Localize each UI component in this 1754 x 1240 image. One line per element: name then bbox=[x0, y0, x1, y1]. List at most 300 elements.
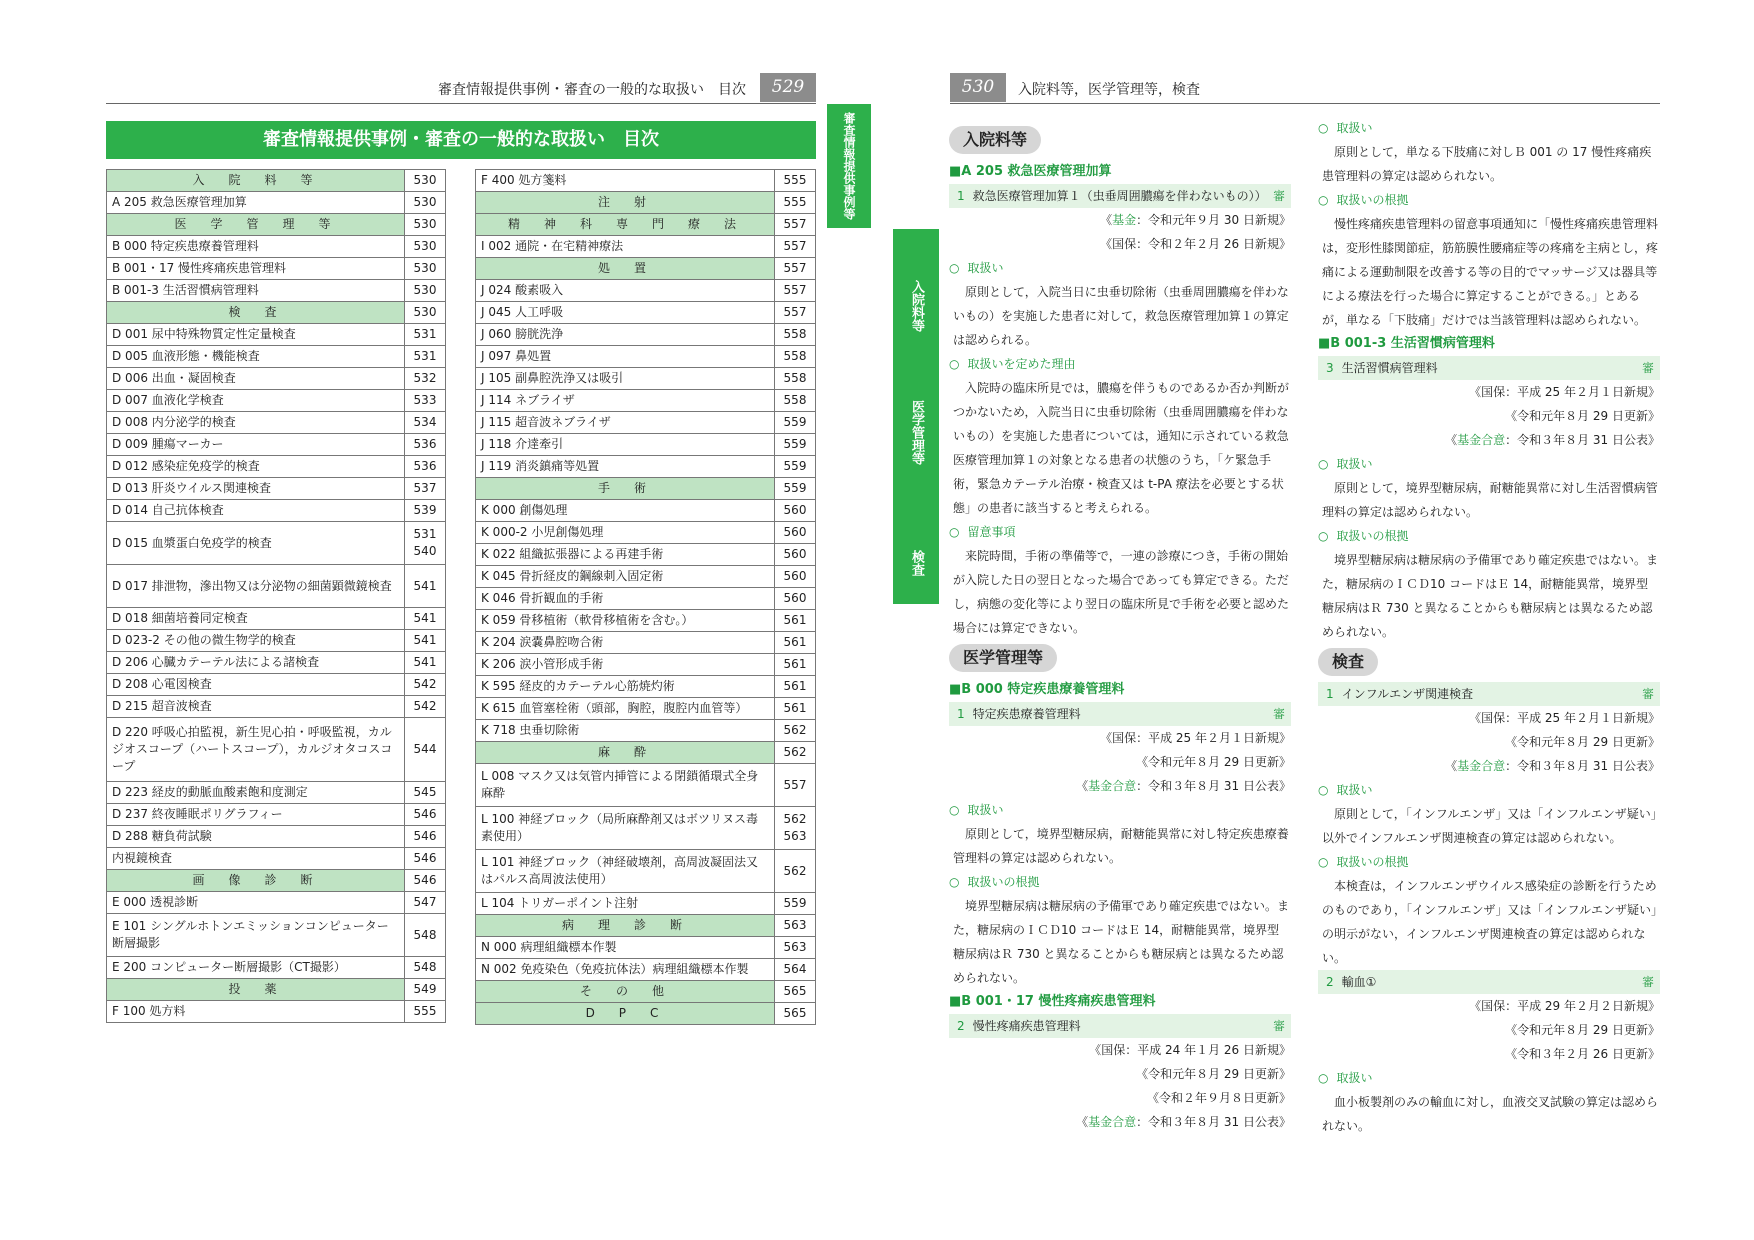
ref-open: 《 bbox=[1136, 755, 1149, 769]
toc-row bbox=[107, 434, 446, 456]
toc-table-left bbox=[106, 169, 446, 1023]
ref-open: 《 bbox=[1089, 1043, 1102, 1057]
reference-line bbox=[1318, 706, 1660, 730]
toc-page: 542 bbox=[405, 674, 446, 696]
case-number: 1 bbox=[957, 707, 965, 721]
toc-label: K 022 組織拡張器による再建手術 bbox=[476, 544, 775, 566]
toc-page: 559 bbox=[775, 412, 816, 434]
ref-open: 《 bbox=[1445, 433, 1458, 447]
toc-page: 561 bbox=[775, 698, 816, 720]
toc-page: 541 bbox=[405, 630, 446, 652]
toc-label: K 718 虫垂切除術 bbox=[476, 720, 775, 742]
toc-page: 559 bbox=[775, 434, 816, 456]
toc-row bbox=[107, 412, 446, 434]
toc-row bbox=[107, 192, 446, 214]
ref-open: 《 bbox=[1076, 779, 1089, 793]
toc-label: D 223 経皮的動脈血酸素飽和度測定 bbox=[107, 782, 405, 804]
ref-text: 令和２年９月８日更新》 bbox=[1158, 1091, 1291, 1105]
toc-page: 559 bbox=[775, 893, 816, 915]
toc-label: E 200 コンピューター断層撮影（CT撮影） bbox=[107, 957, 405, 979]
toc-label: D 208 心電図検査 bbox=[107, 674, 405, 696]
toc-page: 557 bbox=[775, 764, 816, 807]
toc-row bbox=[107, 652, 446, 674]
toc-page: 558 bbox=[775, 390, 816, 412]
ref-text: 国保：平成 25 年２月１日新規》 bbox=[1112, 731, 1291, 745]
paragraph: 原則として，単なる下肢痛に対しＢ 001 の 17 慢性疼痛疾患管理料の算定は認められない。 bbox=[1322, 145, 1652, 183]
toc-page: 558 bbox=[775, 346, 816, 368]
toc-label: 入 院 料 等 bbox=[107, 170, 405, 192]
toc-label: D 220 呼吸心拍監視，新生児心拍・呼吸監視，カルジオスコープ（ハートスコープ），カルジオタコスコープ bbox=[107, 718, 405, 782]
ref-open: 《 bbox=[1146, 1091, 1159, 1105]
paragraph: 本検査は，インフルエンザウイルス感染症の診断を行うためのものであり，「インフルエンザ」又は「インフルエンザ疑い」の明示がない，インフルエンザ関連検査の算定は認められない。 bbox=[1322, 879, 1658, 965]
toc-page: 557 bbox=[775, 214, 816, 236]
subheading: ○ 取扱い bbox=[949, 798, 1291, 822]
reference-line bbox=[949, 750, 1291, 774]
case-title: 生活習慣病管理料 bbox=[1341, 361, 1438, 375]
reference-line bbox=[949, 208, 1291, 232]
toc-row bbox=[107, 478, 446, 500]
section-heading: 検査 bbox=[1318, 648, 1378, 676]
toc-label: 投 薬 bbox=[107, 979, 405, 1001]
toc-label: D 014 自己抗体検査 bbox=[107, 500, 405, 522]
toc-row bbox=[476, 346, 816, 368]
toc-label: N 000 病理組織標本作製 bbox=[476, 937, 775, 959]
toc-page: 541 bbox=[405, 608, 446, 630]
reference-line bbox=[949, 232, 1291, 256]
toc-label: F 100 処方料 bbox=[107, 1001, 405, 1023]
toc-label: D 206 心臓カテーテル法による諸検査 bbox=[107, 652, 405, 674]
case-number: 2 bbox=[957, 1019, 965, 1033]
paragraph: 原則として，入院当日に虫垂切除術（虫垂周囲膿瘍を伴わないもの）を実施した患者に対して，救急医療管理加算１の算定は認められる。 bbox=[953, 285, 1289, 347]
toc-label: K 059 骨移植術（軟骨移植術を含む。） bbox=[476, 610, 775, 632]
toc-label: E 000 透視診断 bbox=[107, 892, 405, 914]
toc-label: L 101 神経ブロック（神経破壊剤，高周波凝固法又はパルス高周波法使用） bbox=[476, 850, 775, 893]
toc-label: J 105 副鼻腔洗浄又は吸引 bbox=[476, 368, 775, 390]
ref-open: 《 bbox=[1469, 999, 1482, 1013]
toc-row bbox=[107, 236, 446, 258]
toc-row bbox=[476, 959, 816, 981]
subheading: ○ 取扱い bbox=[949, 256, 1291, 280]
toc-page: 558 bbox=[775, 324, 816, 346]
toc-section-row bbox=[476, 192, 816, 214]
ref-open: 《 bbox=[1505, 1023, 1518, 1037]
toc-label: D 017 排泄物，滲出物又は分泌物の細菌顕微鏡検査 bbox=[107, 565, 405, 608]
toc-row bbox=[476, 807, 816, 850]
toc-page: 561 bbox=[775, 654, 816, 676]
toc-label: B 001・17 慢性疼痛疾患管理料 bbox=[107, 258, 405, 280]
toc-page: 542 bbox=[405, 696, 446, 718]
ref-text: 国保：平成 24 年１月 26 日新規》 bbox=[1101, 1043, 1291, 1057]
toc-label: D 237 終夜睡眠ポリグラフィー bbox=[107, 804, 405, 826]
toc-section-row bbox=[476, 1003, 816, 1025]
ref-text: 国保：平成 25 年２月１日新規》 bbox=[1481, 711, 1660, 725]
case-title-bar bbox=[949, 702, 1291, 726]
toc-page: 530 bbox=[405, 214, 446, 236]
paragraph: 原則として，境界型糖尿病，耐糖能異常に対し特定疾患療養管理料の算定は認められない。 bbox=[953, 827, 1289, 865]
ref-text: 令和元年８月 29 日更新》 bbox=[1148, 1067, 1291, 1081]
toc-row bbox=[107, 500, 446, 522]
toc-page: 560 bbox=[775, 522, 816, 544]
toc-section-row bbox=[107, 170, 446, 192]
toc-page: 558 bbox=[775, 368, 816, 390]
toc-section-row bbox=[107, 214, 446, 236]
review-flag: 審 bbox=[1641, 687, 1654, 701]
toc-label: 処 置 bbox=[476, 258, 775, 280]
toc-page: 541 bbox=[405, 652, 446, 674]
toc-page: 531 bbox=[405, 324, 446, 346]
reference-line bbox=[949, 1086, 1291, 1110]
toc-row bbox=[107, 368, 446, 390]
case-number: 2 bbox=[1326, 975, 1334, 989]
toc-page: 530 bbox=[405, 192, 446, 214]
toc-row bbox=[107, 914, 446, 957]
toc-label: K 615 血管塞栓術（頭部，胸腔，腹腔内血管等） bbox=[476, 698, 775, 720]
ref-open: 《 bbox=[1505, 409, 1518, 423]
toc-page: 557 bbox=[775, 280, 816, 302]
toc-section-row bbox=[476, 214, 816, 236]
reference-line bbox=[1318, 1042, 1660, 1066]
toc-page: 546 bbox=[405, 804, 446, 826]
toc-row bbox=[107, 1001, 446, 1023]
reference-line bbox=[1318, 1018, 1660, 1042]
toc-label: K 204 涙嚢鼻腔吻合術 bbox=[476, 632, 775, 654]
toc-row bbox=[107, 696, 446, 718]
ref-text: 令和元年８月 29 日更新》 bbox=[1517, 1023, 1660, 1037]
toc-row bbox=[476, 390, 816, 412]
toc-page: 559 bbox=[775, 456, 816, 478]
toc-row bbox=[107, 630, 446, 652]
ref-text: ：令和３年８月 31 日公表》 bbox=[1505, 433, 1660, 447]
toc-section-row bbox=[107, 979, 446, 1001]
toc-section-row bbox=[476, 258, 816, 280]
toc-section-row bbox=[107, 302, 446, 324]
toc-row bbox=[476, 610, 816, 632]
toc-label: L 104 トリガーポイント注射 bbox=[476, 893, 775, 915]
toc-row bbox=[476, 698, 816, 720]
toc-row bbox=[476, 412, 816, 434]
toc-row bbox=[107, 565, 446, 608]
toc-label: 精 神 科 専 門 療 法 bbox=[476, 214, 775, 236]
side-tab-igaku: 医学管理等 bbox=[893, 349, 939, 479]
toc-page: 530 bbox=[405, 302, 446, 324]
subheading: ○ 取扱いの根拠 bbox=[949, 870, 1291, 894]
case-title: 慢性疼痛疾患管理料 bbox=[972, 1019, 1081, 1033]
reference-line bbox=[949, 1110, 1291, 1134]
toc-page: 557 bbox=[775, 258, 816, 280]
ref-text: 令和元年８月 29 日更新》 bbox=[1148, 755, 1291, 769]
ref-open: 《 bbox=[1505, 735, 1518, 749]
reference-line bbox=[949, 774, 1291, 798]
toc-row bbox=[107, 826, 446, 848]
toc-row bbox=[476, 893, 816, 915]
review-flag: 審 bbox=[1272, 189, 1285, 203]
subheading: ○ 取扱いの根拠 bbox=[1318, 850, 1660, 874]
toc-page: 548 bbox=[405, 914, 446, 957]
ref-text: 令和元年８月 29 日更新》 bbox=[1517, 735, 1660, 749]
paragraph: 境界型糖尿病は糖尿病の予備軍であり確定疾患ではない。また，糖尿病のＩＣＤ10 コードはＥ 14，耐糖能異常，境界型糖尿病はＲ 730 と異なることからも糖尿病とは異なるため認められない。 bbox=[1322, 553, 1659, 639]
subheading: ○ 取扱い bbox=[1318, 778, 1660, 802]
case-title-bar bbox=[1318, 682, 1660, 706]
toc-page: 536 bbox=[405, 434, 446, 456]
ref-source: 基金 bbox=[1112, 213, 1137, 227]
toc-section-row bbox=[476, 915, 816, 937]
toc-page: 562 bbox=[775, 850, 816, 893]
case-title-bar bbox=[1318, 356, 1660, 380]
toc-page: 555 bbox=[775, 170, 816, 192]
toc-row bbox=[476, 720, 816, 742]
ref-text: ：令和３年８月 31 日公表》 bbox=[1505, 759, 1660, 773]
toc-row bbox=[107, 782, 446, 804]
case-title: インフルエンザ関連検査 bbox=[1341, 687, 1474, 701]
toc-page: 537 bbox=[405, 478, 446, 500]
toc-section-row bbox=[476, 981, 816, 1003]
toc-row bbox=[107, 258, 446, 280]
toc-row bbox=[476, 170, 816, 192]
subheading: ○ 取扱いの根拠 bbox=[1318, 188, 1660, 212]
toc-label: D 012 感染症免疫学的検査 bbox=[107, 456, 405, 478]
paragraph: 慢性疼痛疾患管理料の留意事項通知に「慢性疼痛疾患管理料は，変形性膝関節症，筋筋膜性腰痛症等の疼痛を主病とし，疼痛による運動制限を改善する等の目的でマッサージ又は器具等による療法を行った場合に算定することができる。」とあるが，単なる「下肢痛」だけでは当該管理料は認められない。 bbox=[1322, 217, 1659, 327]
ref-source: 基金合意 bbox=[1088, 1115, 1137, 1129]
side-tab-kensa: 検査 bbox=[893, 479, 939, 604]
case-title-bar bbox=[1318, 970, 1660, 994]
toc-page: 563 bbox=[775, 937, 816, 959]
toc-page: 536 bbox=[405, 456, 446, 478]
paragraph: 来院時間，手術の準備等で，一連の診療につき，手術の開始が入院した日の翌日となった場合であっても算定できる。ただし，病態の変化等により翌日の臨床所見で手術を必要と認めた場合には算定できない。 bbox=[953, 549, 1290, 635]
toc-label: D 007 血液化学検査 bbox=[107, 390, 405, 412]
ref-text: ：令和３年８月 31 日公表》 bbox=[1136, 779, 1291, 793]
toc-page: 532 bbox=[405, 368, 446, 390]
right-header-title: 入院料等，医学管理等，検査 bbox=[1018, 82, 1200, 98]
paragraph: 原則として，境界型糖尿病，耐糖能異常に対し生活習慣病管理料の算定は認められない。 bbox=[1322, 481, 1658, 519]
toc-section-row bbox=[107, 870, 446, 892]
subheading: ○ 取扱いを定めた理由 bbox=[949, 352, 1291, 376]
toc-page: 539 bbox=[405, 500, 446, 522]
reference-line bbox=[949, 726, 1291, 750]
toc-label: N 002 免疫染色（免疫抗体法）病理組織標本作製 bbox=[476, 959, 775, 981]
toc-label: D 008 内分泌学的検査 bbox=[107, 412, 405, 434]
case-title: 輸血① bbox=[1341, 975, 1377, 989]
toc-page: 561 bbox=[775, 632, 816, 654]
left-page-header bbox=[106, 73, 816, 104]
subheading: ○ 取扱い bbox=[1318, 116, 1660, 140]
subheading: ○ 取扱い bbox=[1318, 1066, 1660, 1090]
paragraph: 境界型糖尿病は糖尿病の予備軍であり確定疾患ではない。また，糖尿病のＩＣＤ10 コードはＥ 14，耐糖能異常，境界型糖尿病はＲ 730 と異なることからも糖尿病とは異なるため認められない。 bbox=[953, 899, 1290, 985]
subheading: ○ 取扱い bbox=[1318, 452, 1660, 476]
toc-label: B 001-3 生活習慣病管理料 bbox=[107, 280, 405, 302]
ref-open: 《 bbox=[1100, 237, 1113, 251]
toc-page: 549 bbox=[405, 979, 446, 1001]
toc-page: 562 bbox=[775, 742, 816, 764]
toc-page: 548 bbox=[405, 957, 446, 979]
toc-row bbox=[476, 850, 816, 893]
toc-label: 検 査 bbox=[107, 302, 405, 324]
toc-row bbox=[107, 522, 446, 565]
toc-page: 531 540 bbox=[405, 522, 446, 565]
toc-row bbox=[476, 544, 816, 566]
case-number: 3 bbox=[1326, 361, 1334, 375]
toc-label: K 045 骨折経皮的鋼線刺入固定術 bbox=[476, 566, 775, 588]
toc-label: J 118 介達牽引 bbox=[476, 434, 775, 456]
toc-page: 530 bbox=[405, 280, 446, 302]
toc-page: 546 bbox=[405, 848, 446, 870]
toc-page: 565 bbox=[775, 981, 816, 1003]
toc-label: J 114 ネブライザ bbox=[476, 390, 775, 412]
toc-page: 560 bbox=[775, 544, 816, 566]
toc-page: 545 bbox=[405, 782, 446, 804]
toc-label: D 013 肝炎ウイルス関連検査 bbox=[107, 478, 405, 500]
toc-row bbox=[476, 764, 816, 807]
review-flag: 審 bbox=[1641, 361, 1654, 375]
toc-label: D 288 糖負荷試験 bbox=[107, 826, 405, 848]
toc-row bbox=[107, 346, 446, 368]
toc-row bbox=[107, 324, 446, 346]
case-title-bar bbox=[949, 184, 1291, 208]
toc-row bbox=[476, 588, 816, 610]
toc-page: 557 bbox=[775, 302, 816, 324]
toc-row bbox=[476, 434, 816, 456]
ref-source: 基金合意 bbox=[1457, 433, 1506, 447]
toc-row bbox=[107, 957, 446, 979]
section-heading: 入院料等 bbox=[949, 126, 1041, 154]
content-column-left bbox=[949, 122, 1291, 1134]
review-flag: 審 bbox=[1272, 707, 1285, 721]
side-tab-nyuin: 入院料等 bbox=[893, 229, 939, 349]
item-heading: ■B 001・17 慢性疼痛疾患管理料 bbox=[949, 994, 1156, 1009]
case-number: 1 bbox=[957, 189, 965, 203]
toc-row bbox=[107, 608, 446, 630]
toc-page: 546 bbox=[405, 870, 446, 892]
toc-label: 注 射 bbox=[476, 192, 775, 214]
toc-page: 533 bbox=[405, 390, 446, 412]
ref-source: 基金合意 bbox=[1457, 759, 1506, 773]
toc-label: D 015 血漿蛋白免疫学的検査 bbox=[107, 522, 405, 565]
ref-open: 《 bbox=[1100, 213, 1113, 227]
reference-line bbox=[1318, 404, 1660, 428]
toc-row bbox=[476, 324, 816, 346]
ref-text: 国保：平成 25 年２月１日新規》 bbox=[1481, 385, 1660, 399]
ref-open: 《 bbox=[1469, 711, 1482, 725]
toc-row bbox=[476, 566, 816, 588]
toc-label: 内視鏡検査 bbox=[107, 848, 405, 870]
content-column-right bbox=[1318, 116, 1660, 1138]
toc-title: 審査情報提供事例・審査の一般的な取扱い 目次 bbox=[106, 121, 816, 159]
toc-label: 麻 酔 bbox=[476, 742, 775, 764]
toc-page: 561 bbox=[775, 676, 816, 698]
case-title-bar bbox=[949, 1014, 1291, 1038]
toc-page: 541 bbox=[405, 565, 446, 608]
toc-label: D 023-2 その他の微生物学的検査 bbox=[107, 630, 405, 652]
ref-text: 令和元年８月 29 日更新》 bbox=[1517, 409, 1660, 423]
ref-text: 国保：令和２年２月 26 日新規》 bbox=[1112, 237, 1291, 251]
toc-row bbox=[107, 674, 446, 696]
toc-row bbox=[476, 236, 816, 258]
case-number: 1 bbox=[1326, 687, 1334, 701]
toc-row bbox=[476, 456, 816, 478]
toc-label: 病 理 診 断 bbox=[476, 915, 775, 937]
toc-row bbox=[107, 718, 446, 782]
paragraph: 入院時の臨床所見では，膿瘍を伴うものであるか否か判断がつかないため，入院当日に虫垂切除術（虫垂周囲膿瘍を伴わないもの）を実施した患者については，通知に示されている救急医療管理加算１の対象となる患者の状態のうち，「ケ緊急手術，緊急カテーテル治療・検査又は t-PA 療法を必要とする状態」の患者に該当すると考えられる。 bbox=[953, 381, 1290, 515]
ref-open: 《 bbox=[1445, 759, 1458, 773]
ref-open: 《 bbox=[1505, 1047, 1518, 1061]
item-heading: ■B 000 特定疾患療養管理料 bbox=[949, 682, 1125, 697]
toc-label: K 595 経皮的カテーテル心筋焼灼術 bbox=[476, 676, 775, 698]
reference-line bbox=[1318, 754, 1660, 778]
toc-label: 医 学 管 理 等 bbox=[107, 214, 405, 236]
reference-line bbox=[949, 1038, 1291, 1062]
reference-line bbox=[1318, 428, 1660, 452]
left-header-title: 審査情報提供事例・審査の一般的な取扱い 目次 bbox=[438, 82, 746, 98]
right-page-number: 530 bbox=[950, 73, 1006, 102]
toc-page: 565 bbox=[775, 1003, 816, 1025]
item-heading: ■B 001-3 生活習慣病管理料 bbox=[1318, 336, 1495, 351]
toc-label: K 046 骨折観血的手術 bbox=[476, 588, 775, 610]
toc-section-row bbox=[476, 742, 816, 764]
subheading: ○ 留意事項 bbox=[949, 520, 1291, 544]
toc-label: D 009 腫瘍マーカー bbox=[107, 434, 405, 456]
toc-label: K 000 創傷処理 bbox=[476, 500, 775, 522]
toc-page: 534 bbox=[405, 412, 446, 434]
toc-page: 557 bbox=[775, 236, 816, 258]
toc-page: 560 bbox=[775, 588, 816, 610]
toc-row bbox=[107, 892, 446, 914]
toc-label: K 000-2 小児創傷処理 bbox=[476, 522, 775, 544]
section-heading: 医学管理等 bbox=[949, 644, 1057, 672]
ref-open: 《 bbox=[1076, 1115, 1089, 1129]
ref-text: 国保：平成 29 年２月２日新規》 bbox=[1481, 999, 1660, 1013]
toc-page: 546 bbox=[405, 826, 446, 848]
toc-page: 530 bbox=[405, 170, 446, 192]
ref-text: ：令和３年８月 31 日公表》 bbox=[1136, 1115, 1291, 1129]
toc-page: 544 bbox=[405, 718, 446, 782]
toc-page: 555 bbox=[405, 1001, 446, 1023]
toc-page: 563 bbox=[775, 915, 816, 937]
toc-label: J 119 消炎鎮痛等処置 bbox=[476, 456, 775, 478]
toc-label: I 002 通院・在宅精神療法 bbox=[476, 236, 775, 258]
subheading: ○ 取扱いの根拠 bbox=[1318, 524, 1660, 548]
toc-page: 530 bbox=[405, 236, 446, 258]
ref-text: 令和３年２月 26 日更新》 bbox=[1517, 1047, 1660, 1061]
toc-label: D 018 細菌培養同定検査 bbox=[107, 608, 405, 630]
toc-page: 531 bbox=[405, 346, 446, 368]
toc-label: J 024 酸素吸入 bbox=[476, 280, 775, 302]
toc-row bbox=[476, 280, 816, 302]
toc-label: E 101 シングルホトンエミッションコンピューター断層撮影 bbox=[107, 914, 405, 957]
toc-label: B 000 特定疾患療養管理料 bbox=[107, 236, 405, 258]
toc-label: J 115 超音波ネブライザ bbox=[476, 412, 775, 434]
toc-page: 562 563 bbox=[775, 807, 816, 850]
toc-label: D 001 尿中特殊物質定性定量検査 bbox=[107, 324, 405, 346]
case-title: 救急医療管理加算１（虫垂周囲膿瘍を伴わないもの）） bbox=[972, 189, 1267, 203]
ref-text: ：令和元年９月 30 日新規》 bbox=[1136, 213, 1291, 227]
toc-page: 561 bbox=[775, 610, 816, 632]
toc-label: K 206 涙小管形成手術 bbox=[476, 654, 775, 676]
ref-open: 《 bbox=[1469, 385, 1482, 399]
toc-row bbox=[476, 500, 816, 522]
toc-section-row bbox=[476, 478, 816, 500]
reference-line bbox=[1318, 380, 1660, 404]
toc-table-right bbox=[475, 169, 816, 1025]
toc-row bbox=[476, 676, 816, 698]
review-flag: 審 bbox=[1272, 1019, 1285, 1033]
reference-line bbox=[949, 1062, 1291, 1086]
toc-page: 560 bbox=[775, 566, 816, 588]
item-heading: ■A 205 救急医療管理加算 bbox=[949, 164, 1112, 179]
paragraph: 血小板製剤のみの輸血に対し，血液交叉試験の算定は認められない。 bbox=[1322, 1095, 1659, 1133]
toc-row bbox=[107, 848, 446, 870]
toc-label: 手 術 bbox=[476, 478, 775, 500]
case-title: 特定疾患療養管理料 bbox=[972, 707, 1081, 721]
toc-page: 555 bbox=[775, 192, 816, 214]
